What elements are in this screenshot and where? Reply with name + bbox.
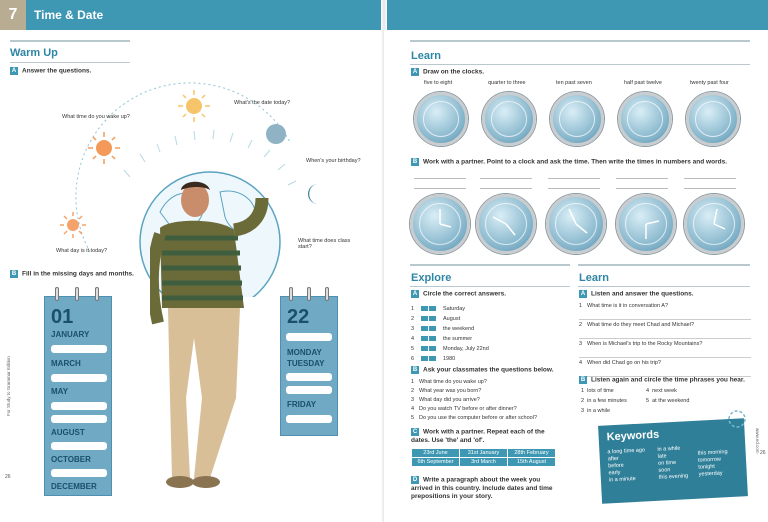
day-label: FRIDAY <box>287 400 317 409</box>
item-number: 4 <box>411 336 415 342</box>
item-number: 1 <box>411 306 415 312</box>
clock-label: five to eight <box>424 80 453 86</box>
month-label: MAY <box>51 387 69 396</box>
clock-label: quarter to three <box>488 80 526 86</box>
item-text: the summer <box>443 336 473 342</box>
write-paragraph-instruction <box>411 476 561 501</box>
right-page <box>384 30 768 522</box>
question-label: What's the date today? <box>234 100 291 106</box>
blank-clock[interactable] <box>686 92 740 146</box>
list-item <box>411 405 571 414</box>
clock-with-hands <box>546 194 606 254</box>
list-item <box>411 304 561 314</box>
days-calendar <box>280 296 338 436</box>
calendar-ring <box>95 287 99 301</box>
answer-option-box[interactable] <box>429 356 436 361</box>
task-number: A <box>412 291 418 297</box>
classmate-questions-list <box>411 378 571 423</box>
time-phrase: 5 at the weekend <box>646 398 690 404</box>
blank-clock[interactable] <box>618 92 672 146</box>
answer-option-box[interactable] <box>429 316 436 321</box>
ask-classmates-instruction <box>411 366 554 374</box>
item-text: When did Chad go on his trip? <box>587 360 661 366</box>
keyword: soon <box>658 467 671 474</box>
keyword: this evening <box>658 473 689 481</box>
crescent-moon-icon <box>304 182 324 206</box>
blank-month-field[interactable] <box>51 345 107 353</box>
item-number: 5 <box>411 346 415 352</box>
learn-title: Learn <box>579 272 609 284</box>
clock-hands-icon <box>479 197 533 251</box>
answer-option-box[interactable] <box>421 346 428 351</box>
task-text: Listen and answer the questions. <box>591 290 694 298</box>
task-b-text: Fill in the missing days and months. <box>22 270 134 278</box>
blank-day-field[interactable] <box>286 373 332 381</box>
answer-option-box[interactable] <box>421 356 428 361</box>
spine-url: www.ed.com <box>755 428 760 454</box>
task-number: A <box>412 69 418 75</box>
keyword: on time <box>657 459 677 467</box>
blank-month-field[interactable] <box>51 374 107 382</box>
answer-line[interactable] <box>684 178 736 179</box>
month-label: JANUARY <box>51 330 90 339</box>
item-number: 3 <box>411 397 415 403</box>
left-page <box>0 30 384 522</box>
task-b-instruction <box>10 270 134 278</box>
item-number: 1 <box>411 379 415 385</box>
item-number: 4 <box>579 360 583 366</box>
list-item <box>411 378 571 387</box>
list-item <box>579 321 751 339</box>
task-a-text: Answer the questions. <box>22 67 92 75</box>
item-number: 6 <box>411 356 415 362</box>
listen-answer-instruction <box>579 290 694 298</box>
list-item <box>411 414 571 423</box>
item-text: the weekend <box>443 326 475 332</box>
answer-line[interactable] <box>414 188 466 189</box>
key-doodle-icon <box>724 406 750 432</box>
circle-phrases-instruction <box>579 376 745 384</box>
circle-answers-list <box>411 304 561 364</box>
question-label: When's your birthday? <box>306 158 361 164</box>
answer-option-box[interactable] <box>429 346 436 351</box>
answer-line[interactable] <box>480 178 532 179</box>
keyword: yesterday <box>698 470 723 478</box>
day-label: MONDAY <box>287 348 322 357</box>
item-text: Do you use the computer before or after school? <box>419 415 538 421</box>
section-rule <box>10 62 130 63</box>
draw-clocks-instruction <box>411 68 484 76</box>
time-phrase: 1 lots of time <box>581 388 614 394</box>
section-rule <box>578 264 750 266</box>
answer-line[interactable] <box>480 188 532 189</box>
section-rule <box>410 40 750 42</box>
task-number: A <box>580 291 586 297</box>
blank-month-field[interactable] <box>51 415 107 423</box>
time-phrase: 3 in a while <box>581 408 611 414</box>
blank-clock[interactable] <box>482 92 536 146</box>
task-number: B <box>412 367 418 373</box>
keywords-column <box>607 447 646 484</box>
sun-icon <box>58 210 88 240</box>
learn-title: Learn <box>411 50 441 62</box>
date-cell: 28th February <box>508 449 556 458</box>
calendar-ring <box>325 287 329 301</box>
item-text: What time do you wake up? <box>419 379 487 385</box>
keyword: late <box>657 453 667 460</box>
section-rule <box>410 286 570 287</box>
task-number: C <box>412 429 418 435</box>
blank-day-field[interactable] <box>286 386 332 394</box>
clock-label: half past twelve <box>624 80 662 86</box>
answer-option-box[interactable] <box>421 326 428 331</box>
section-rule <box>10 40 130 42</box>
blank-month-field[interactable] <box>51 442 107 450</box>
sun-icon <box>176 88 212 124</box>
blank-day-field[interactable] <box>286 333 332 341</box>
list-item <box>579 302 751 320</box>
month-label: OCTOBER <box>51 455 91 464</box>
clock-label: ten past seven <box>556 80 592 86</box>
clock-with-hands <box>410 194 470 254</box>
answer-option-box[interactable] <box>421 336 428 341</box>
keyword: early <box>608 469 621 477</box>
task-text: Draw on the clocks. <box>423 68 485 76</box>
keywords-column <box>657 445 688 481</box>
list-item <box>579 340 751 358</box>
item-text: What day did you arrive? <box>419 397 480 403</box>
item-number: 2 <box>411 388 415 394</box>
clock-label: twenty past four <box>690 80 729 86</box>
item-number: 5 <box>411 415 415 421</box>
repeat-dates-instruction <box>411 428 561 445</box>
answer-line[interactable] <box>414 178 466 179</box>
date-cell: 23rd June <box>412 449 460 458</box>
list-item <box>411 314 561 324</box>
section-rule <box>578 286 750 287</box>
task-text: Ask your classmates the questions below. <box>423 366 554 374</box>
item-number: 2 <box>411 316 415 322</box>
blank-clock[interactable] <box>414 92 468 146</box>
page-number: 26 <box>760 450 766 456</box>
answer-line[interactable] <box>684 188 736 189</box>
keyword: a long time ago <box>607 447 646 456</box>
answer-line[interactable] <box>548 188 600 189</box>
clock-with-hands <box>616 194 676 254</box>
item-text: Saturday <box>443 306 466 312</box>
answer-option-box[interactable] <box>429 336 436 341</box>
item-text: Do you watch TV before or after dinner? <box>419 406 517 412</box>
list-item <box>411 344 561 354</box>
clock-with-hands <box>476 194 536 254</box>
answer-option-box[interactable] <box>429 306 436 311</box>
table-row <box>412 449 556 458</box>
list-item <box>411 354 561 364</box>
clock-hands-icon <box>687 197 741 251</box>
list-item <box>579 359 751 377</box>
date-cell: 15th August <box>508 458 556 467</box>
dates-table <box>411 448 556 467</box>
man-pointing-photo <box>150 178 285 493</box>
task-number: B <box>412 159 418 165</box>
task-number: B <box>580 377 586 383</box>
task-b-number: B <box>11 271 17 277</box>
keyword: tonight <box>698 463 716 471</box>
item-number: 2 <box>579 322 583 328</box>
clock-with-hands <box>684 194 744 254</box>
list-item <box>411 396 571 405</box>
answer-option-box[interactable] <box>421 306 428 311</box>
months-calendar <box>44 296 112 496</box>
question-label: What time do you wake up? <box>62 114 130 120</box>
answer-line[interactable] <box>548 178 600 179</box>
date-cell: 31st January <box>460 449 508 458</box>
blank-clock[interactable] <box>550 92 604 146</box>
section-rule <box>410 264 570 266</box>
blank-month-field[interactable] <box>51 469 107 477</box>
spine-credit: For Study to Grammar Edition <box>6 356 11 416</box>
circle-answers-instruction <box>411 290 506 298</box>
answer-option-box[interactable] <box>421 316 428 321</box>
section-rule <box>410 64 750 65</box>
item-number: 4 <box>411 406 415 412</box>
unit-number: 7 <box>0 0 26 30</box>
table-row <box>412 458 556 467</box>
list-item <box>411 387 571 396</box>
keywords-column <box>697 449 728 479</box>
task-text: Listen again and circle the time phrases you hear. <box>591 376 745 384</box>
keyword: before <box>608 462 624 470</box>
page-number: 26 <box>5 474 11 480</box>
keyword: in a while <box>657 445 681 453</box>
item-text: Monday, July 22nd <box>443 346 489 352</box>
item-number: 3 <box>411 326 415 332</box>
task-a-number: A <box>11 68 17 74</box>
listen-questions-list <box>579 302 751 378</box>
blank-day-field[interactable] <box>286 415 332 423</box>
task-text: Work with a partner. Repeat each of the dates. Use 'the' and 'of'. <box>411 428 545 444</box>
item-text: What time do they meet Chad and Michael? <box>587 322 695 328</box>
blank-month-field[interactable] <box>51 402 107 410</box>
answer-line[interactable] <box>616 178 668 179</box>
keyword: in a minute <box>608 475 636 484</box>
calendar-ring <box>307 287 311 301</box>
calendar-ring <box>75 287 79 301</box>
sun-icon <box>86 130 122 166</box>
item-number: 3 <box>579 341 583 347</box>
month-label: AUGUST <box>51 428 85 437</box>
clock-hands-icon <box>619 197 673 251</box>
unit-title: Time & Date <box>34 8 104 22</box>
month-label: MARCH <box>51 359 81 368</box>
time-phrase: 4 next week <box>646 388 677 394</box>
warmup-title: Warm Up <box>10 47 58 59</box>
date-cell: 6th September <box>412 458 460 467</box>
calendar-ring <box>55 287 59 301</box>
task-text: Write a paragraph about the week you arrived in this country. Include dates and time prepositions in your story. <box>411 476 553 500</box>
full-moon-icon <box>264 122 288 146</box>
calendar-day-number: 22 <box>287 306 310 328</box>
question-label: What time does class start? <box>298 238 351 250</box>
task-number: D <box>412 477 418 483</box>
month-label: DECEMBER <box>51 482 97 491</box>
calendar-ring <box>289 287 293 301</box>
keyword: after <box>607 455 619 463</box>
question-label: What day is it today? <box>56 248 108 254</box>
partner-clock-instruction <box>411 158 727 166</box>
item-text: 1980 <box>443 356 456 362</box>
date-cell: 3rd March <box>460 458 508 467</box>
keywords-title: Keywords <box>606 428 660 444</box>
item-text: August <box>443 316 461 322</box>
item-number: 1 <box>579 303 583 309</box>
day-label: TUESDAY <box>287 359 325 368</box>
keyword: tomorrow <box>697 456 722 464</box>
clock-hands-icon <box>549 197 603 251</box>
task-text: Work with a partner. Point to a clock and ask the time. Then write the times in numbers and words. <box>423 158 727 166</box>
item-text: What time is it in conversation A? <box>587 303 669 309</box>
task-text: Circle the correct answers. <box>423 290 507 298</box>
time-phrase: 2 in a few minutes <box>581 398 627 404</box>
calendar-day-number: 01 <box>51 306 74 328</box>
explore-title: Explore <box>411 272 452 284</box>
keyword: this morning <box>697 449 728 457</box>
item-text: When is Michael's trip to the Rocky Mountains? <box>587 341 703 347</box>
list-item <box>411 334 561 344</box>
clock-hands-icon <box>413 197 467 251</box>
task-a-instruction <box>10 67 91 75</box>
answer-option-box[interactable] <box>429 326 436 331</box>
item-text: What year was you born? <box>419 388 482 394</box>
list-item <box>411 324 561 334</box>
answer-line[interactable] <box>616 188 668 189</box>
